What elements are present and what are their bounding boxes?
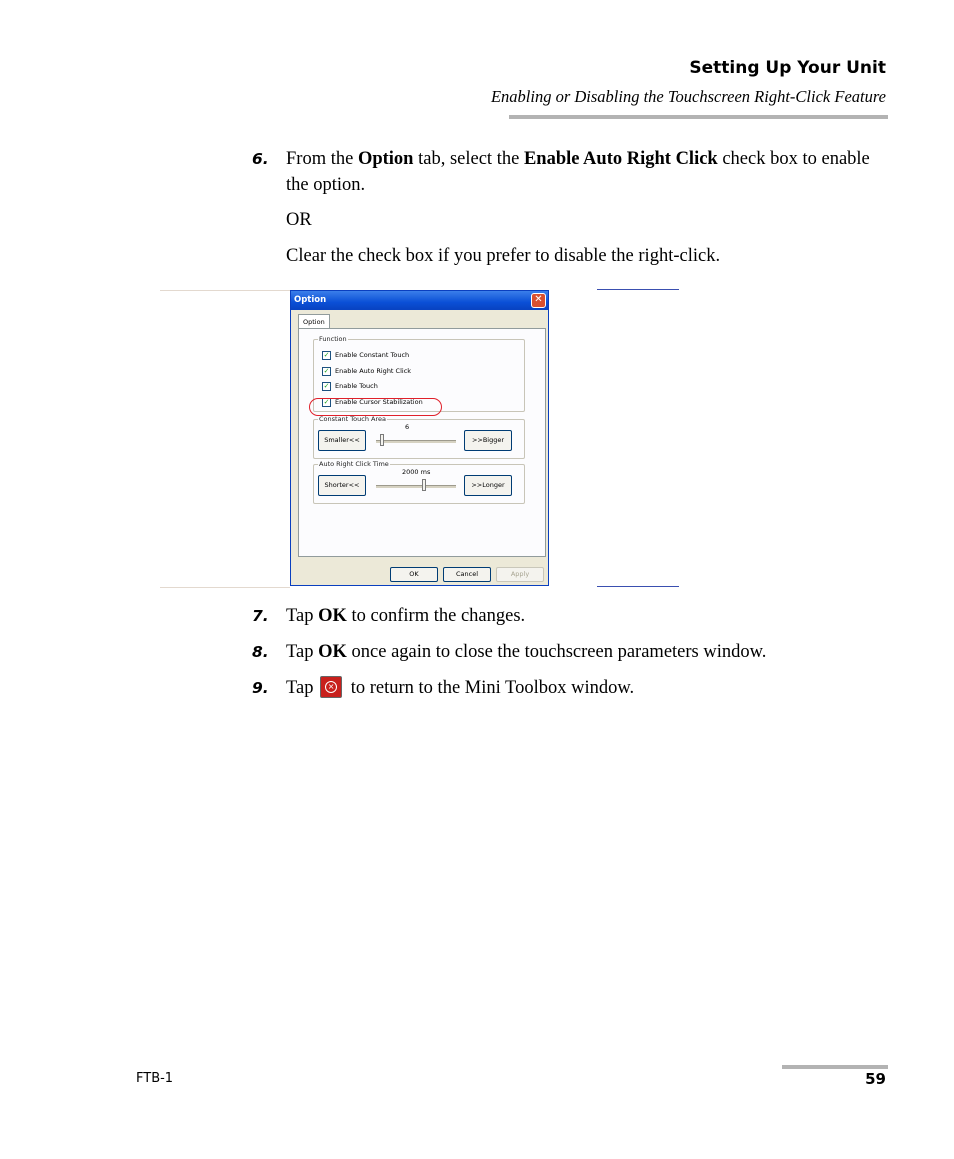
longer-button[interactable]: >>Longer xyxy=(464,475,512,496)
step-6-text-c: check box to enable the option. xyxy=(286,149,870,195)
step-9-text xyxy=(286,675,886,701)
step-number: 7. xyxy=(252,607,269,625)
screenshot-edge-right-top xyxy=(597,289,679,290)
step-6-text xyxy=(286,146,886,198)
step-7-text-a: Tap xyxy=(286,606,319,626)
constant-touch-area-slider-track[interactable] xyxy=(376,440,456,443)
footer-rule xyxy=(782,1065,888,1069)
dialog-title: Option xyxy=(294,295,327,305)
apply-button[interactable]: Apply xyxy=(496,567,544,582)
cancel-button[interactable]: Cancel xyxy=(443,567,491,582)
checkbox-label: Enable Constant Touch xyxy=(335,351,410,359)
checkbox-enable-auto-right-click[interactable] xyxy=(322,366,411,376)
auto-right-click-time-slider-thumb[interactable] xyxy=(422,479,426,491)
step-7-bold-ok: OK xyxy=(318,606,347,626)
auto-right-click-time-value: 2000 ms xyxy=(402,468,431,476)
constant-touch-area-group xyxy=(313,415,525,459)
step-number: 6. xyxy=(252,150,269,168)
checkbox-enable-constant-touch[interactable] xyxy=(322,350,409,360)
checkbox-label: Enable Cursor Stabilization xyxy=(335,398,423,406)
screenshot-edge-bottom xyxy=(160,587,290,588)
constant-touch-area-label: Constant Touch Area xyxy=(319,415,386,423)
option-dialog xyxy=(290,290,549,586)
dialog-title-bar xyxy=(291,291,548,310)
auto-right-click-time-label: Auto Right Click Time xyxy=(319,460,389,468)
shorter-button[interactable]: Shorter<< xyxy=(318,475,366,496)
step-7-text xyxy=(286,603,886,629)
smaller-button[interactable]: Smaller<< xyxy=(318,430,366,451)
bigger-button[interactable]: >>Bigger xyxy=(464,430,512,451)
step-8-text-a: Tap xyxy=(286,642,319,662)
checkmark-icon[interactable]: ✓ xyxy=(323,350,330,359)
highlight-oval xyxy=(309,398,442,416)
auto-right-click-time-group xyxy=(313,460,525,504)
step-6-bold-option: Option xyxy=(357,149,414,169)
checkbox-label: Enable Touch xyxy=(335,382,378,390)
header-rule xyxy=(509,115,888,119)
step-9-text-b: to return to the Mini Toolbox window. xyxy=(346,678,635,698)
step-6-bold-enable: Enable Auto Right Click xyxy=(523,149,718,169)
function-group-label: Function xyxy=(319,335,347,343)
step-7-text-b: to confirm the changes. xyxy=(346,606,526,626)
step-6-text-a: From the xyxy=(286,149,358,169)
tab-option[interactable]: Option xyxy=(298,314,330,329)
checkbox-enable-touch[interactable] xyxy=(322,381,378,391)
or-text: OR xyxy=(286,210,312,230)
auto-right-click-time-slider-track[interactable] xyxy=(376,485,456,488)
ok-button[interactable]: OK xyxy=(390,567,438,582)
close-icon[interactable]: ✕ xyxy=(531,293,546,308)
clear-text: Clear the check box if you prefer to disable the right-click. xyxy=(286,246,721,266)
constant-touch-area-value: 6 xyxy=(405,423,410,431)
checkmark-icon[interactable]: ✓ xyxy=(323,381,330,390)
footer-product: FTB-1 xyxy=(136,1071,174,1086)
close-x-icon: × xyxy=(320,676,342,698)
step-9-text-a: Tap xyxy=(286,678,319,698)
checkmark-icon[interactable]: ✓ xyxy=(323,366,330,375)
step-8-bold-ok: OK xyxy=(318,642,347,662)
step-6-text-b: tab, select the xyxy=(413,149,524,169)
checkmark-icon[interactable]: ✓ xyxy=(323,397,330,406)
page-number: 59 xyxy=(865,1070,886,1088)
constant-touch-area-slider-thumb[interactable] xyxy=(380,434,384,446)
screenshot-edge-right-bottom xyxy=(597,586,679,587)
checkbox-label: Enable Auto Right Click xyxy=(335,367,412,375)
step-number: 9. xyxy=(252,679,269,697)
step-8-text-b: once again to close the touchscreen parameters window. xyxy=(346,642,767,662)
running-header-subtitle: Enabling or Disabling the Touchscreen Right-Click Feature xyxy=(490,87,886,106)
screenshot-edge-top xyxy=(160,290,290,291)
running-header-title: Setting Up Your Unit xyxy=(689,58,886,78)
step-number: 8. xyxy=(252,643,269,661)
option-tab-panel xyxy=(298,328,546,557)
step-8-text xyxy=(286,639,886,665)
